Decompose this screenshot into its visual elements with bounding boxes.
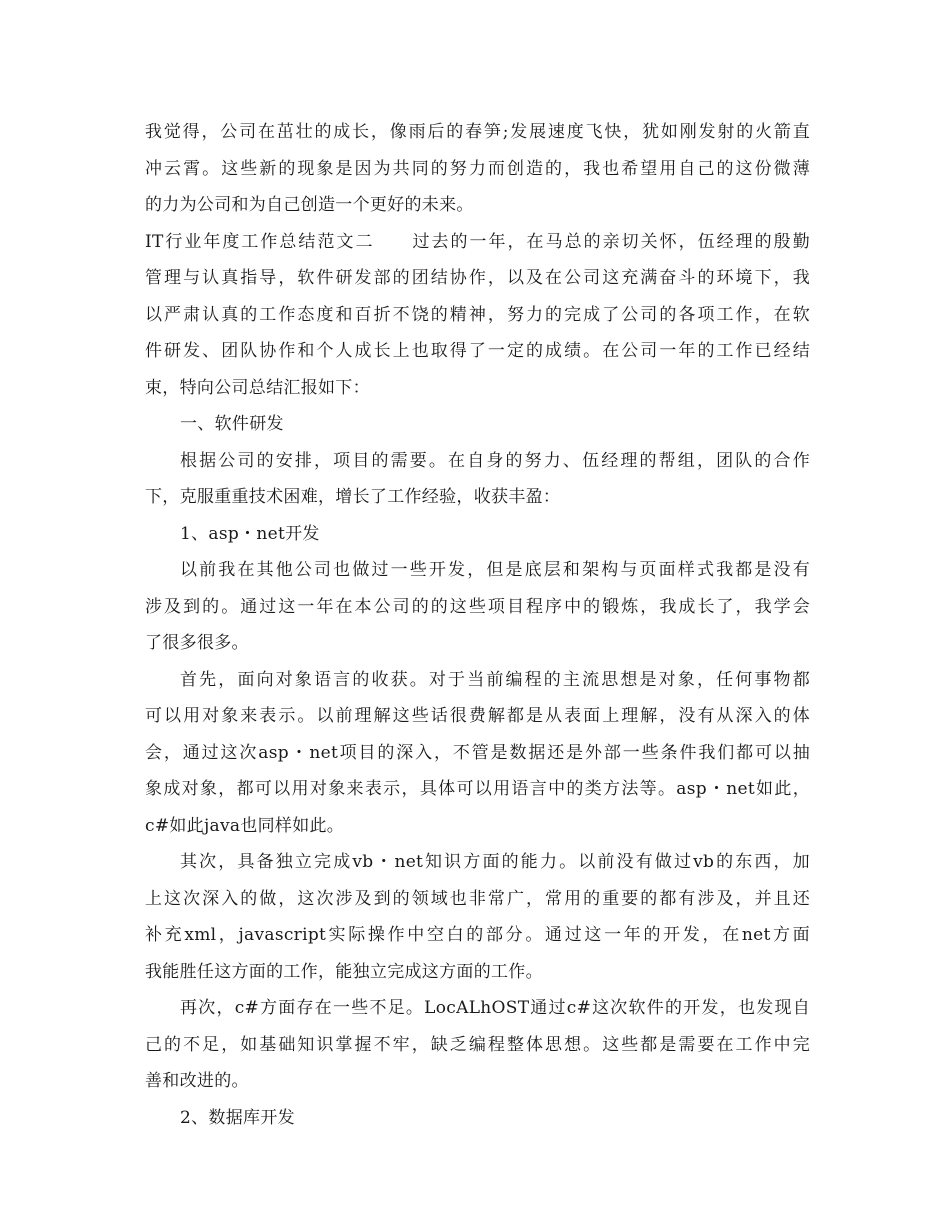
subheading-database-dev: 2、数据库开发: [180, 1107, 295, 1128]
text-line-1: 我觉得，公司在茁壮的成长，像雨后的春笋;发展速度飞快，犹如刚发射的火箭直: [145, 122, 810, 142]
text-line-19: 象成对象，都可以用对象来表示，具体可以用语言中的类方法等。asp・net如此，: [145, 779, 810, 799]
text-line-26: 己的不足，如基础知识掌握不牢，缺乏编程整体思想。这些都是需要在工作中完: [145, 1034, 810, 1055]
text-line-27: 善和改进的。: [145, 1071, 249, 1091]
text-line-20: c#如此java也同样如此。: [145, 815, 345, 836]
text-line-8: 束，特向公司总结汇报如下：: [145, 377, 370, 398]
text-line-16: 首先，面向对象语言的收获。对于当前编程的主流思想是对象，任何事物都: [180, 669, 810, 690]
text-line-10: 根据公司的安排，项目的需要。在自身的努力、伍经理的帮组，团队的合作: [180, 450, 810, 471]
text-line-13: 以前我在其他公司也做过一些开发，但是底层和架构与页面样式我都是没有: [180, 560, 810, 580]
text-line-15: 了很多很多。: [145, 633, 249, 653]
text-line-17: 可以用对象来表示。以前理解这些话很费解都是从表面上理解，没有从深入的体: [145, 706, 810, 726]
text-line-22: 上这次深入的做，这次涉及到的领域也非常广，常用的重要的都有涉及，并且还: [145, 888, 810, 909]
subheading-asp-net: 1、asp・net开发: [180, 523, 320, 544]
text-line-3: 的力为公司和为自己创造一个更好的未来。: [145, 195, 474, 215]
text-line-14: 涉及到的。通过这一年在本公司的的这些项目程序中的锻炼，我成长了，我学会: [145, 596, 810, 617]
text-line-24: 我能胜任这方面的工作，能独立完成这方面的工作。: [145, 961, 543, 982]
text-line-6: 以严肃认真的工作态度和百折不饶的精神，努力的完成了公司的各项工作，在软: [145, 304, 810, 325]
text-line-2: 冲云霄。这些新的现象是因为共同的努力而创造的，我也希望用自己的这份微薄: [145, 158, 810, 179]
text-line-23: 补充xml，javascript实际操作中空白的部分。通过这一年的开发，在net方面: [145, 925, 810, 945]
text-line-4: IT行业年度工作总结范文二 过去的一年，在马总的亲切关怀，伍经理的殷勤: [145, 231, 810, 252]
section-heading-software-dev: 一、软件研发: [180, 414, 284, 434]
document-body: [145, 114, 810, 1136]
text-line-11: 下，克服重重技术困难，增长了工作经验，收获丰盈：: [145, 487, 561, 507]
text-line-5: 管理与认真指导，软件研发部的团结协作，以及在公司这充满奋斗的环境下，我: [145, 268, 810, 288]
text-line-7: 件研发、团队协作和个人成长上也取得了一定的成绩。在公司一年的工作已经结: [145, 341, 810, 361]
text-line-18: 会，通过这次asp・net项目的深入，不管是数据还是外部一些条件我们都可以抽: [145, 742, 810, 763]
text-line-21: 其次，具备独立完成vb・net知识方面的能力。以前没有做过vb的东西，加: [180, 852, 810, 872]
text-line-25: 再次，c#方面存在一些不足。LocALhOST通过c#这次软件的开发，也发现自: [180, 998, 810, 1018]
